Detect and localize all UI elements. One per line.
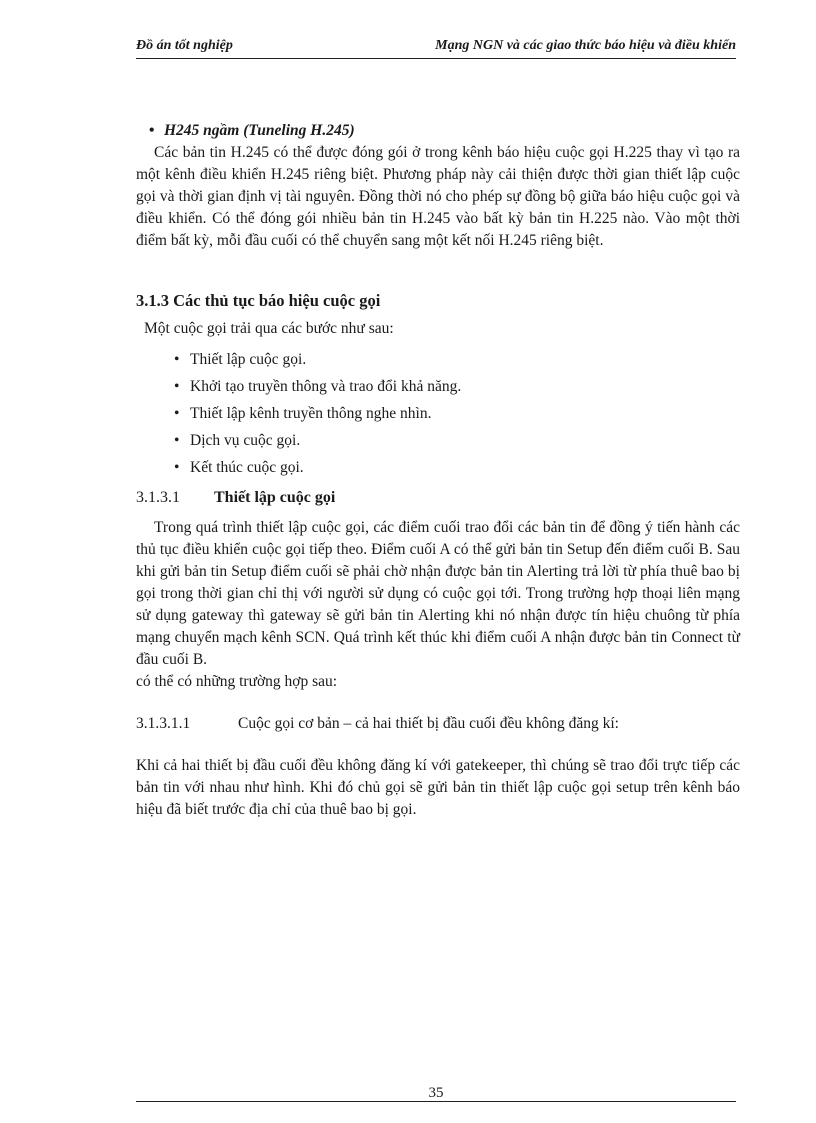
section-heading: 3.1.3 Các thủ tục báo hiệu cuộc gọi [136, 291, 381, 310]
list-item: • Khởi tạo truyền thông và trao đổi khả năng. [172, 373, 740, 400]
bullet-heading: • H245 ngầm (Tuneling H.245) [136, 120, 740, 142]
list-item: • Kết thúc cuộc gọi. [172, 454, 740, 481]
list-item: • Dịch vụ cuộc gọi. [172, 427, 740, 454]
header-right: Mạng NGN và các giao thức báo hiệu và điều khiển [435, 38, 736, 53]
subsection-title: Thiết lập cuộc gọi [214, 489, 336, 506]
paragraph-tunneling: Các bản tin H.245 có thể được đóng gói ở trong kênh báo hiệu cuộc gọi H.225 thay vì tạo ra một kênh điều khiển H.245 riêng biệt. Phương pháp này cải thiện được thời gian thiết lập cuộc gọi và thời gian định vị tài nguyên. Đồng thời nó cho phép sự đồng bộ giữa báo hiệu cuộc gọi và điều khiển. Có thể đóng gói nhiều bản tin H.245 vào bất kỳ bản tin H.225 nào. Vào một thời điểm bất kỳ, mỗi đầu cuối có thể chuyển sang một kết nối H.245 riêng biệt. [136, 144, 740, 249]
list-item: • Thiết lập kênh truyền thông nghe nhìn. [172, 400, 740, 427]
page-content [136, 120, 740, 821]
paragraph-basic-call: Khi cả hai thiết bị đầu cuối đều không đăng kí với gatekeeper, thì chúng sẽ trao đổi trực tiếp các bản tin với nhau như hình. Khi đó chủ gọi sẽ gửi bản tin thiết lập cuộc gọi setup trên kênh báo hiệu đã biết trước địa chỉ của thuê bao bị gọi. [136, 757, 740, 818]
subsection-heading [136, 487, 740, 509]
list-item: • Thiết lập cuộc gọi. [172, 346, 740, 373]
paragraph-cases: có thể có những trường hợp sau: [136, 673, 338, 690]
page-header [136, 38, 736, 59]
paragraph-setup: Trong quá trình thiết lập cuộc gọi, các điểm cuối trao đổi các bản tin để đồng ý tiến hành các thủ tục điều khiển cuộc gọi tiếp theo. Điểm cuối A có thể gửi bản tin Setup đến điểm cuối B. Sau khi gửi bản tin Setup điểm cuối sẽ phải chờ nhận được bản tin Alerting trả lời từ phía thuê bao bị gọi trong thời gian chỉ thị với người sử dụng có cuộc gọi tới. Trong trường hợp thoại liên mạng sử dụng gateway thì gateway sẽ gửi bản tin Alerting khi nó nhận được tín hiệu chuông từ phía mạng chuyển mạch kênh SCN. Quá trình kết thúc khi điểm cuối A nhận được bản tin Connect từ đầu cuối B. [136, 519, 740, 668]
steps-intro: Một cuộc gọi trải qua các bước như sau: [144, 320, 394, 337]
subsubsection-heading [136, 713, 740, 735]
steps-list [136, 346, 740, 481]
subsubsection-number: 3.1.3.1.1 [136, 715, 191, 732]
subsubsection-title: Cuộc gọi cơ bản – cả hai thiết bị đầu cuối đều không đăng kí: [238, 715, 619, 732]
page-footer [136, 1086, 736, 1102]
subsection-number: 3.1.3.1 [136, 489, 180, 506]
header-left: Đồ án tốt nghiệp [136, 38, 233, 53]
page-number: 35 [428, 1085, 444, 1101]
